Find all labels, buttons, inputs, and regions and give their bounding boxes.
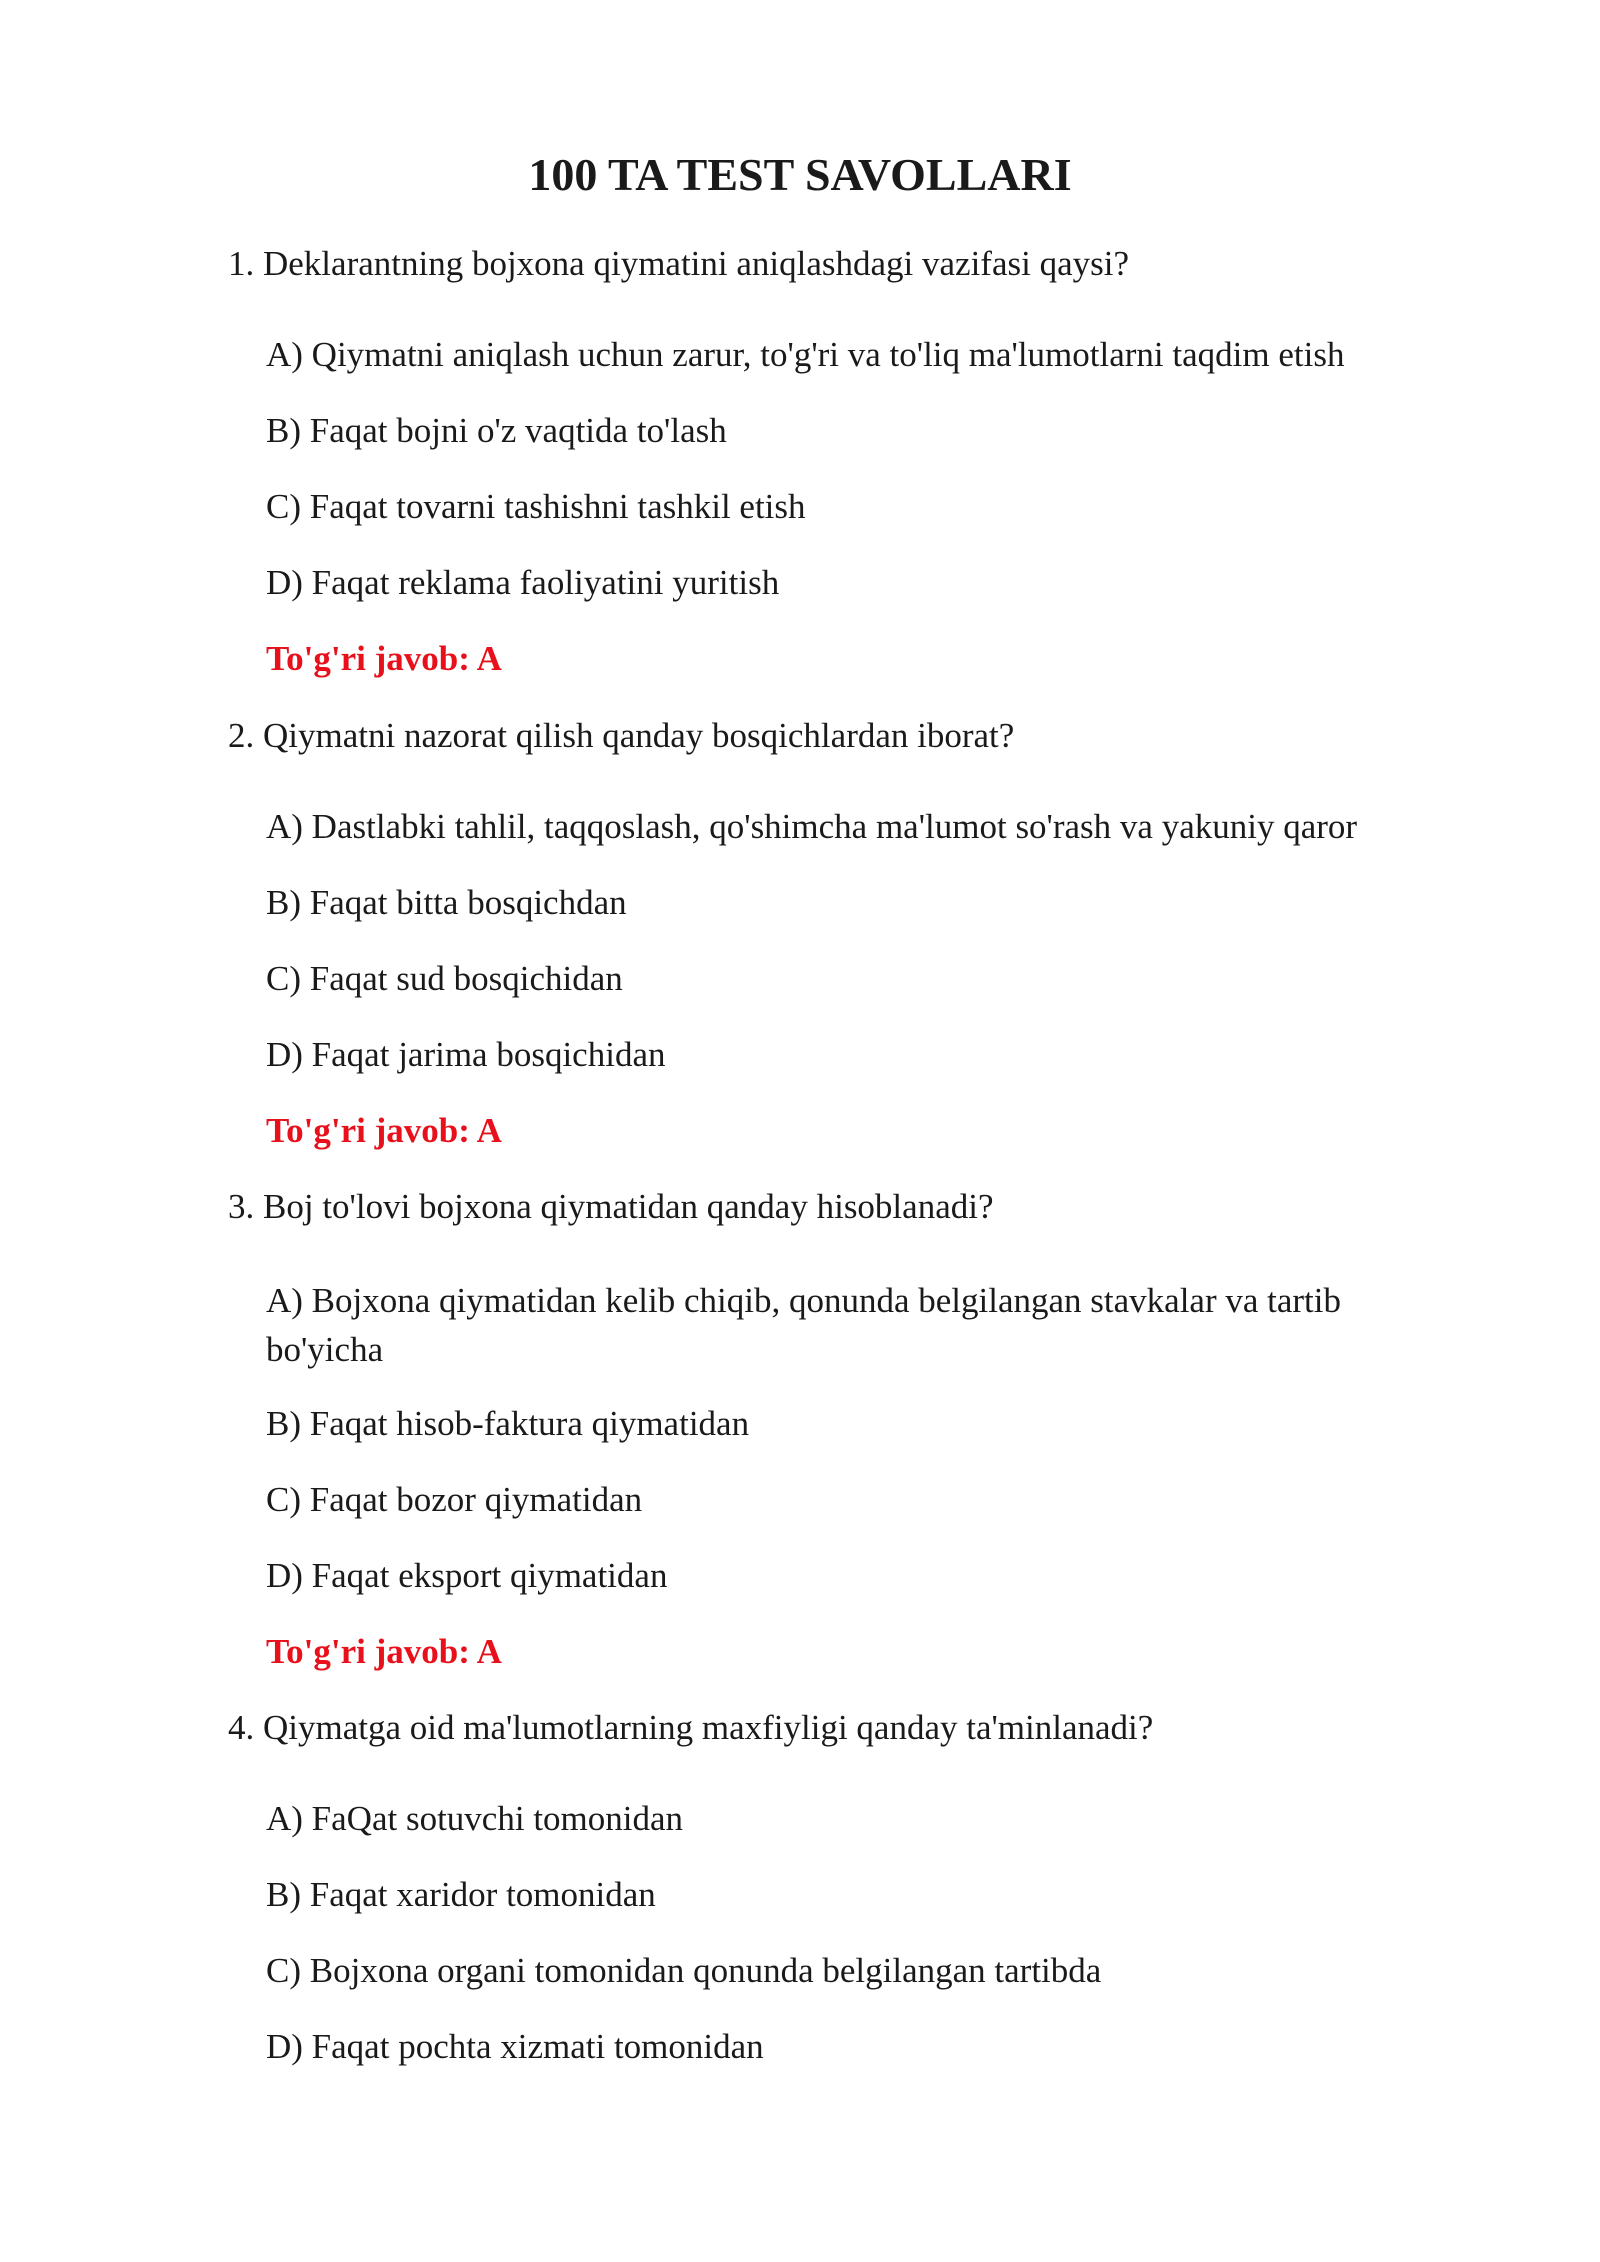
question-2: 2. Qiymatni nazorat qilish qanday bosqichlardan iborat?	[228, 716, 1015, 755]
q2-option-d: D) Faqat jarima bosqichidan	[266, 1035, 666, 1074]
q3-correct-answer: To'g'ri javob: A	[266, 1632, 502, 1671]
q2-option-c: C) Faqat sud bosqichidan	[266, 959, 623, 998]
q4-option-b: B) Faqat xaridor tomonidan	[266, 1875, 656, 1914]
q4-option-a: A) FaQat sotuvchi tomonidan	[266, 1799, 684, 1838]
question-3: 3. Boj to'lovi bojxona qiymatidan qanday hisoblanadi?	[228, 1187, 994, 1226]
q4-option-d: D) Faqat pochta xizmati tomonidan	[266, 2027, 764, 2066]
q1-option-b: B) Faqat bojni o'z vaqtida to'lash	[266, 411, 727, 450]
q3-option-a: A) Bojxona qiymatidan kelib chiqib, qonunda belgilangan stavkalar va tartib bo'yicha	[266, 1281, 1342, 1369]
q3-option-c: C) Faqat bozor qiymatidan	[266, 1480, 643, 1519]
q3-option-d: D) Faqat eksport qiymatidan	[266, 1556, 668, 1595]
q2-option-b: B) Faqat bitta bosqichdan	[266, 883, 627, 922]
q1-option-c: C) Faqat tovarni tashishni tashkil etish	[266, 487, 806, 526]
q2-option-a: A) Dastlabki tahlil, taqqoslash, qo'shimcha ma'lumot so'rash va yakuniy qaror	[266, 807, 1358, 846]
document-title: 100 TA TEST SAVOLLARI	[528, 149, 1072, 200]
q1-option-d: D) Faqat reklama faoliyatini yuritish	[266, 563, 780, 602]
question-1: 1. Deklarantning bojxona qiymatini aniqlashdagi vazifasi qaysi?	[228, 244, 1130, 283]
q1-option-a: A) Qiymatni aniqlash uchun zarur, to'g'ri va to'liq ma'lumotlarni taqdim etish	[266, 335, 1345, 374]
q1-correct-answer: To'g'ri javob: A	[266, 639, 502, 678]
question-4: 4. Qiymatga oid ma'lumotlarning maxfiyligi qanday ta'minlanadi?	[228, 1708, 1154, 1747]
q3-option-b: B) Faqat hisob-faktura qiymatidan	[266, 1404, 750, 1443]
q4-option-c: C) Bojxona organi tomonidan qonunda belgilangan tartibda	[266, 1951, 1102, 1990]
q2-correct-answer: To'g'ri javob: A	[266, 1111, 502, 1150]
